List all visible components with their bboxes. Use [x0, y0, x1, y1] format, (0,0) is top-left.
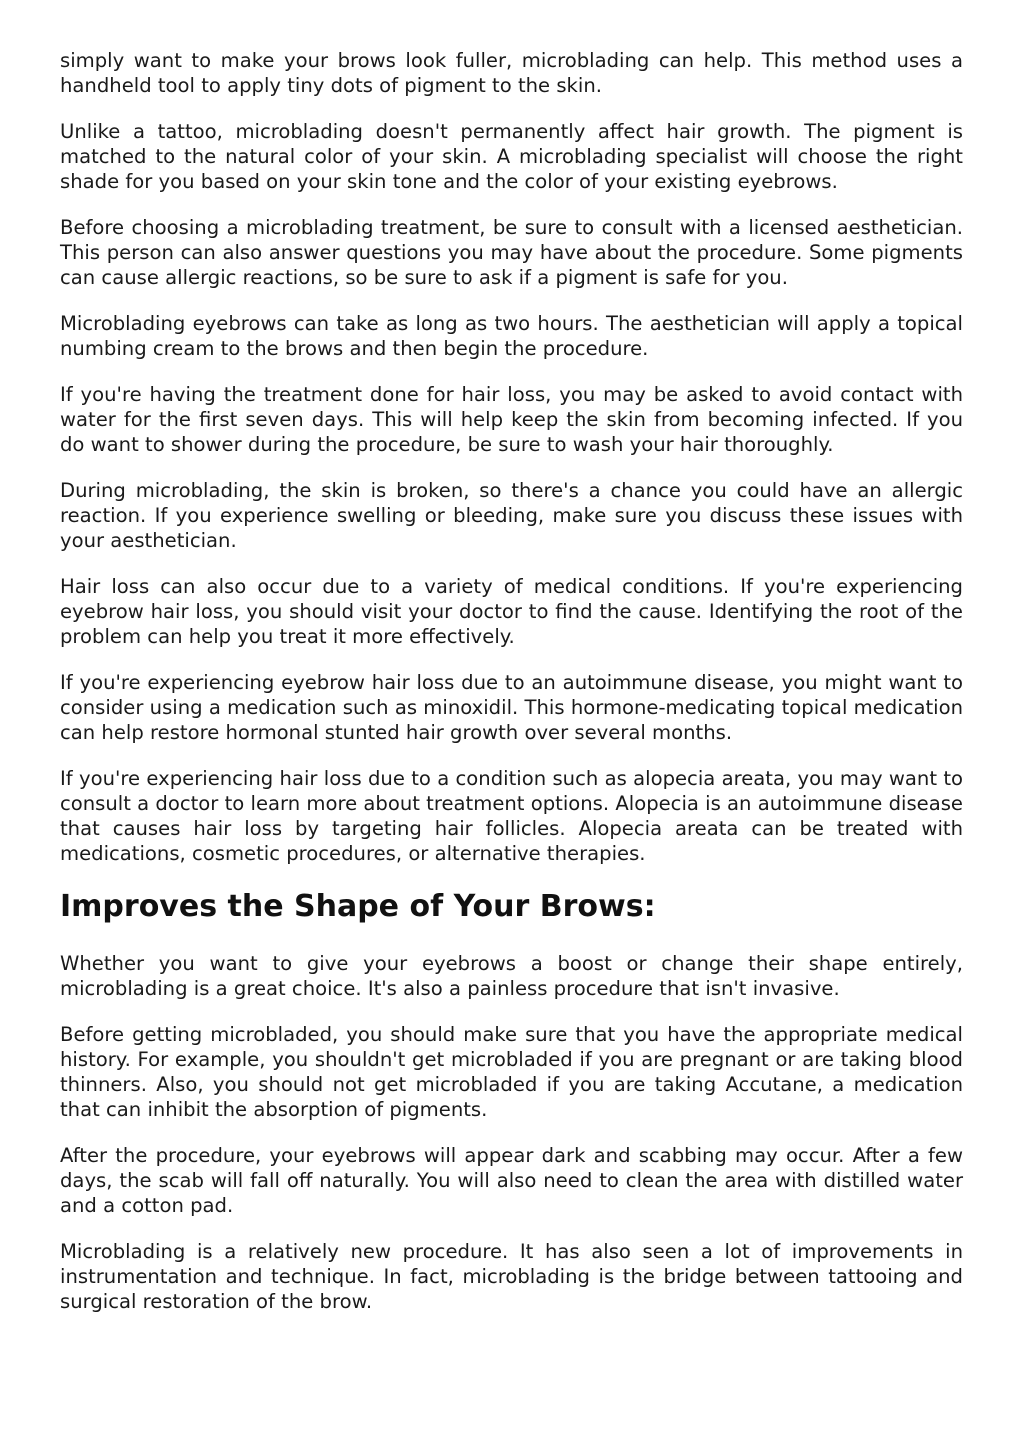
paragraph-duration: Microblading eyebrows can take as long as two hours. The aesthetician will apply a topical numbing cream to the brows and then begin the procedure. [60, 312, 963, 360]
paragraph-new-procedure: Microblading is a relatively new procedure. It has also seen a lot of improvements in instrumentation and technique. In fact, microblading is the bridge between tattooing and surgical restoration of the brow. [60, 1240, 963, 1313]
paragraph-after-procedure: After the procedure, your eyebrows will appear dark and scabbing may occur. After a few days, the scab will fall off naturally. You will also need to clean the area with distilled water and a cotton pad. [60, 1144, 963, 1217]
paragraph-avoid-water: If you're having the treatment done for hair loss, you may be asked to avoid contact with water for the first seven days. This will help keep the skin from becoming infected. If you do want to shower during the procedure, be sure to wash your hair thoroughly. [60, 383, 963, 456]
paragraph-alopecia: If you're experiencing hair loss due to a condition such as alopecia areata, you may want to consult a doctor to learn more about treatment options. Alopecia is an autoimmune disease that causes hair loss by targeting hair follicles. Alopecia areata can be treated with medications, cosmetic procedures, or alternative therapies. [60, 767, 963, 865]
section-heading: Improves the Shape of Your Brows: [60, 889, 656, 924]
paragraph-consult-aesthetician: Before choosing a microblading treatment, be sure to consult with a licensed aesthetician. This person can also answer questions you may have about the procedure. Some pigments can cause allergic reactions, so be sure to ask if a pigment is safe for you. [60, 216, 963, 289]
paragraph-allergic-reaction: During microblading, the skin is broken, so there's a chance you could have an allergic reaction. If you experience swelling or bleeding, make sure you discuss these issues with your aesthetician. [60, 479, 963, 552]
paragraph-shape-boost: Whether you want to give your eyebrows a boost or change their shape entirely, microblading is a great choice. It's also a painless procedure that isn't invasive. [60, 952, 963, 1000]
paragraph-autoimmune: If you're experiencing eyebrow hair loss due to an autoimmune disease, you might want to consider using a medication such as minoxidil. This hormone-medicating topical medication can help restore hormonal stunted hair growth over several months. [60, 671, 963, 744]
article-body [60, 48, 963, 1314]
paragraph-microblading-intro: simply want to make your brows look fuller, microblading can help. This method uses a handheld tool to apply tiny dots of pigment to the skin. [60, 49, 963, 97]
paragraph-medical-history: Before getting microbladed, you should make sure that you have the appropriate medical history. For example, you shouldn't get microbladed if you are pregnant or are taking blood thinners. Also, you should not get microbladed if you are taking Accutane, a medication that can inhibit the absorption of pigments. [60, 1023, 963, 1121]
paragraph-medical-conditions: Hair loss can also occur due to a variety of medical conditions. If you're experiencing eyebrow hair loss, you should visit your doctor to find the cause. Identifying the root of the problem can help you treat it more effectively. [60, 575, 963, 648]
paragraph-unlike-tattoo: Unlike a tattoo, microblading doesn't permanently affect hair growth. The pigment is matched to the natural color of your skin. A microblading specialist will choose the right shade for you based on your skin tone and the color of your existing eyebrows. [60, 120, 963, 193]
